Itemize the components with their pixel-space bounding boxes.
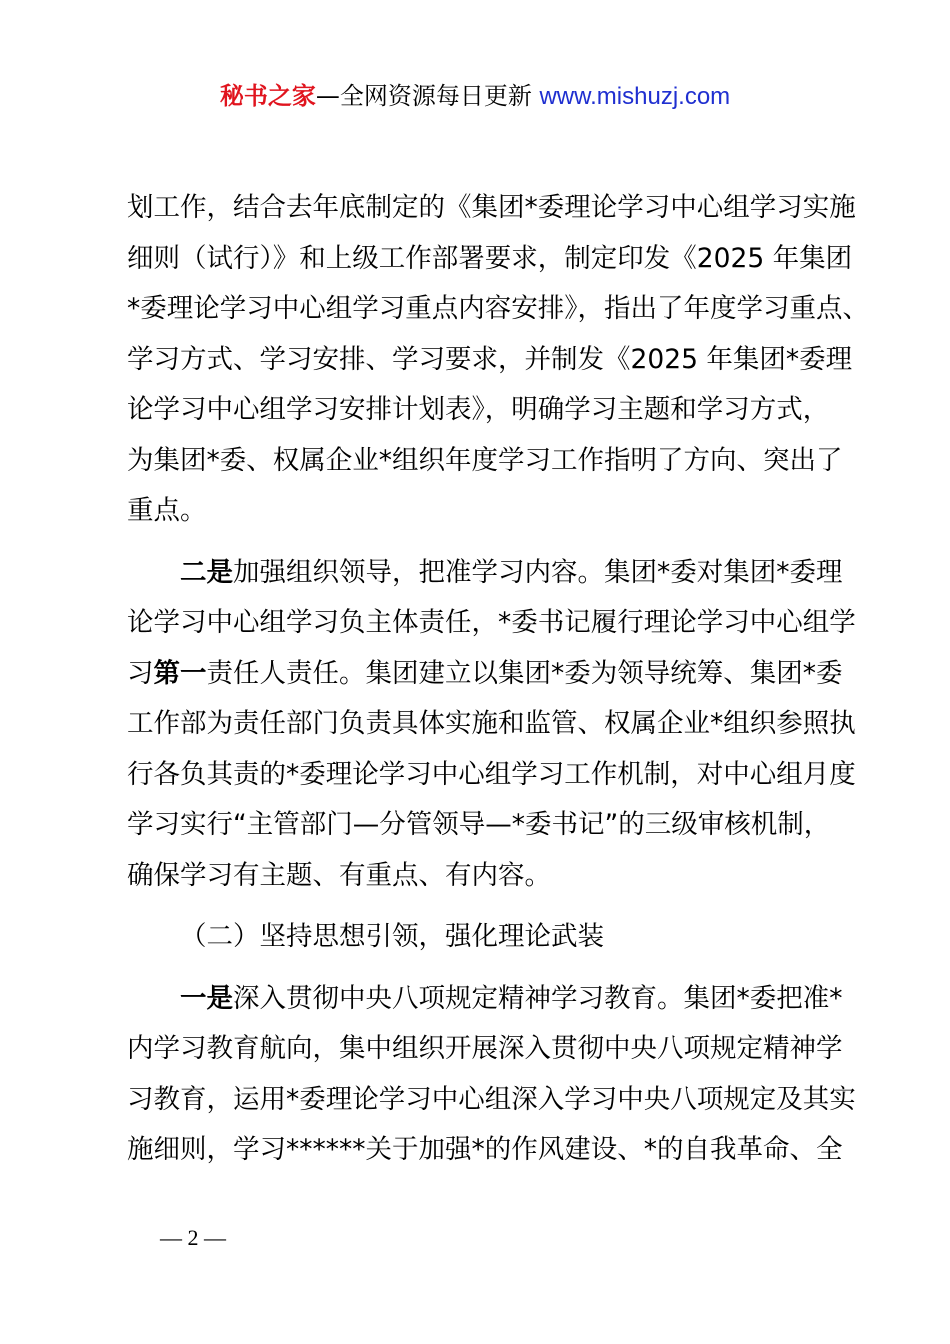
paragraph-line: 学习实行“主管部门—分管领导—*委书记”的三级审核机制， xyxy=(127,809,831,840)
paragraph-line: 确保学习有主题、有重点、有内容。 xyxy=(127,859,551,891)
paragraph-3 xyxy=(127,974,856,1176)
paragraph-spacer xyxy=(127,901,839,912)
paragraph-line: 施细则，学习******关于加强*的作风建设、*的自我革命、全 xyxy=(127,1134,843,1165)
paragraph-text: 加强组织领导，把准学习内容。集团*委对集团*委理 xyxy=(233,556,843,588)
section-heading: （二）坚持思想引领，强化理论武装 xyxy=(180,921,604,952)
header-slogan: —全网资源每日更新 xyxy=(315,82,540,110)
paragraph-line: 内学习教育航向，集中组织开展深入贯彻中央八项规定精神学 xyxy=(127,1033,843,1064)
paragraph-2 xyxy=(127,548,856,902)
paragraph-line: *委理论学习中心组学习重点内容安排》，指出了年度学习重点、 xyxy=(127,293,869,324)
paragraph-spacer xyxy=(127,537,839,548)
paragraph-text: 责任人责任。集团建立以集团*委为领导统筹、集团*委 xyxy=(206,657,843,689)
paragraph-lead: 一是 xyxy=(180,982,233,1014)
paragraph-text: 深入贯彻中央八项规定精神学习教育。集团*委把准* xyxy=(233,982,843,1014)
paragraph-1 xyxy=(127,183,869,537)
paragraph-text: 习 xyxy=(127,657,154,689)
paragraph-line xyxy=(127,974,843,1025)
page-number: — 2 — xyxy=(160,1225,226,1250)
emphasis-text: 第一 xyxy=(153,657,207,689)
paragraph-line: 划工作，结合去年底制定的《集团*委理论学习中心组学习实施 xyxy=(127,192,856,223)
paragraph-line: 行各负其责的*委理论学习中心组学习工作机制，对中心组月度 xyxy=(127,758,856,790)
paragraph-line: 论学习中心组学习负主体责任，*委书记履行理论学习中心组学 xyxy=(127,607,856,638)
paragraph-lead: 二是 xyxy=(180,556,233,588)
header-brand: 秘书之家 xyxy=(219,82,316,110)
paragraph-spacer xyxy=(127,963,839,974)
header-url-link[interactable]: www.mishuzj.com xyxy=(539,83,731,110)
paragraph-line: 工作部为责任部门负责具体实施和监管、权属企业*组织参照执 xyxy=(127,708,856,739)
paragraph-line: 学习方式、学习安排、学习要求，并制发《2025 年集团*委理 xyxy=(127,343,853,375)
paragraph-line: 重点。 xyxy=(127,495,207,526)
paragraph-line: 论学习中心组学习安排计划表》，明确学习主题和学习方式， xyxy=(127,394,830,425)
paragraph-line xyxy=(127,548,843,599)
document-body xyxy=(127,183,869,1176)
paragraph-line: 习教育，运用*委理论学习中心组深入学习中央八项规定及其实 xyxy=(127,1083,856,1115)
paragraph-line: 细则（试行）》和上级工作部署要求，制定印发《2025 年集团 xyxy=(127,242,853,274)
page-header xyxy=(0,76,950,117)
paragraph-line: 为集团*委、权属企业*组织年度学习工作指明了方向、突出了 xyxy=(127,444,843,476)
paragraph-line xyxy=(127,649,843,700)
